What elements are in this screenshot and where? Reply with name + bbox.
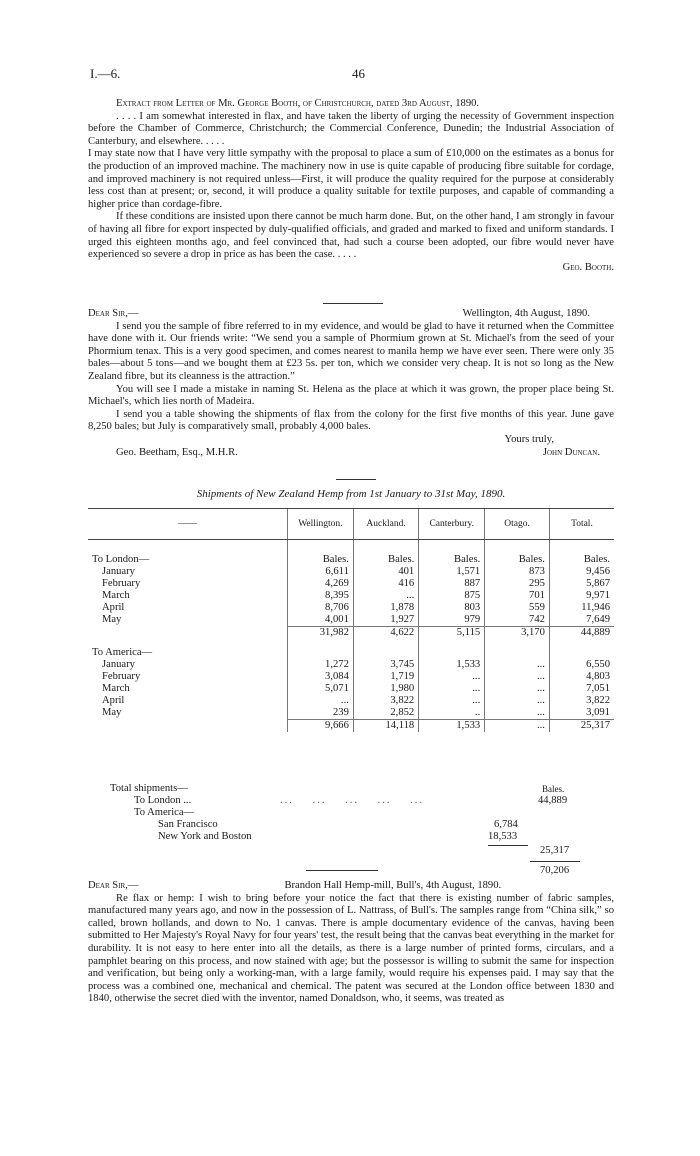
table-row: [88, 578, 614, 590]
table-header-row: [88, 509, 614, 540]
table-cell: ...: [419, 671, 485, 683]
table-cell: 6,550: [549, 659, 614, 671]
summary-section: Total shipments— Bales. To London ... ... ... ... ... ... 44,889 To America— San Francisco 6,784 New York and Boston 18,533 25,317 70,206: [110, 783, 590, 877]
summary-sf-value: 6,784: [494, 819, 518, 830]
summary-ny-value: 18,533: [488, 831, 518, 842]
summary-unit: Bales.: [542, 784, 565, 794]
table-cell: 1,571: [419, 566, 485, 578]
table-row: [88, 683, 614, 695]
row-label: April: [102, 602, 125, 613]
table-cell: 2,852: [353, 707, 418, 720]
table-cell: 1,719: [353, 671, 418, 683]
table-cell: 873: [485, 566, 550, 578]
table-header: Total.: [549, 509, 614, 540]
table-cell: ...: [353, 590, 418, 602]
america-rows: [88, 659, 614, 720]
table-header: Otago.: [485, 509, 550, 540]
table-cell: 875: [419, 590, 485, 602]
table-cell: 8,395: [287, 590, 353, 602]
table-cell: 5,071: [287, 683, 353, 695]
total-cell: 14,118: [353, 720, 418, 733]
section-label: To London—: [92, 554, 150, 565]
table-cell: 701: [485, 590, 550, 602]
london-totals-row: [88, 627, 614, 640]
letter1-paragraph-2: You will see I made a mistake in naming St. Helena as the place at which it was grown, the proper place being St. Michael's, which lies north of Madeira.: [88, 383, 614, 408]
america-totals-row: [88, 720, 614, 733]
divider: [306, 870, 378, 871]
unit-label: Bales.: [287, 540, 353, 567]
letter1-salutation: Dear Sir,—: [88, 308, 139, 319]
extract-heading: Extract from Letter of Mr. George Booth, of Christchurch, dated 3rd August, 1890.: [116, 98, 480, 109]
table-header: Canterbury.: [419, 509, 485, 540]
table-cell: ...: [485, 695, 550, 707]
letter1-paragraph-1: I send you the sample of fibre referred to in my evidence, and would be glad to have it returned when the Committee have done with it. Our friends write: “We send you a sample of Phormium grown at St. Michael's from the seed of your Phormium tenax. This is a very good specimen, and comes nearest to manila hemp we have ever seen. There were only 35 bales—about 5 tons—and we bought them at £23 5s. per ton, which we consider very cheap. It is not so long as the New Zealand fibre, but its cleanness is the attraction.”: [88, 320, 614, 382]
table-header: ——: [88, 509, 287, 540]
total-cell: 9,666: [287, 720, 353, 733]
summary-ny: New York and Boston: [158, 831, 252, 842]
extract-section: [88, 98, 614, 274]
letter1-closing: Yours truly,: [504, 433, 554, 445]
summary-to-london: To London ...: [134, 795, 192, 806]
table-cell: 3,084: [287, 671, 353, 683]
table-title: Shipments of New Zealand Hemp from 1st January to 31st May, 1890.: [196, 488, 506, 500]
total-cell: 5,115: [419, 627, 485, 640]
table-cell: 239: [287, 707, 353, 720]
table-cell: 1,927: [353, 614, 418, 627]
table-cell: ...: [485, 707, 550, 720]
table-cell: 4,803: [549, 671, 614, 683]
table-cell: 11,946: [549, 602, 614, 614]
extract-signature: Geo. Booth.: [562, 261, 614, 273]
total-cell: ...: [485, 720, 550, 733]
table-row: [88, 590, 614, 602]
divider: [336, 479, 376, 480]
page-reference: I.—6.: [90, 66, 121, 81]
table-cell: 803: [419, 602, 485, 614]
table-cell: 1,878: [353, 602, 418, 614]
unit-label: Bales.: [419, 540, 485, 567]
table-header: Wellington.: [287, 509, 353, 540]
table-cell: ...: [287, 695, 353, 707]
unit-label: Bales.: [353, 540, 418, 567]
total-cell: 4,622: [353, 627, 418, 640]
section-label: To America—: [92, 647, 153, 658]
table-cell: 295: [485, 578, 550, 590]
table-cell: 3,745: [353, 659, 418, 671]
row-label: February: [102, 578, 141, 589]
letter2-salutation: Dear Sir,—: [88, 880, 139, 891]
table-cell: 979: [419, 614, 485, 627]
table-cell: 5,867: [549, 578, 614, 590]
summary-america-value: 25,317: [540, 845, 570, 856]
table-cell: 1,533: [419, 659, 485, 671]
summary-grand-total: 70,206: [540, 865, 570, 876]
table-cell: 4,269: [287, 578, 353, 590]
total-cell: 25,317: [549, 720, 614, 733]
table-cell: 7,051: [549, 683, 614, 695]
shipments-table: [88, 508, 614, 732]
summary-to-america: To America—: [134, 807, 195, 818]
table-cell: 1,980: [353, 683, 418, 695]
table-cell: 559: [485, 602, 550, 614]
table-cell: 4,001: [287, 614, 353, 627]
table-cell: 416: [353, 578, 418, 590]
table-row: [88, 614, 614, 627]
table-cell: 887: [419, 578, 485, 590]
table-cell: ...: [485, 659, 550, 671]
table-cell: 3,822: [549, 695, 614, 707]
london-rows: [88, 566, 614, 627]
table-cell: 7,649: [549, 614, 614, 627]
extract-paragraph-2: I may state now that I have very little sympathy with the proposal to place a sum of £10,000 on the estimates as a bonus for the production of an improved machine. The machinery now in use is quite capable of producing fibre suitable for cordage, and improved machinery is not required unless—First, it will produce the quality required for the purpose at considerably less cost than at present; or, second, it will produce a quality suitable for textile purposes, and capable of commanding a higher price than cordage-fibre.: [88, 148, 614, 210]
summary-label: Total shipments—: [110, 783, 188, 794]
table-row: [88, 602, 614, 614]
row-label: February: [102, 671, 141, 682]
total-cell: 44,889: [549, 627, 614, 640]
letter1-addressee: Geo. Beetham, Esq., M.H.R.: [116, 446, 238, 458]
total-cell: 3,170: [485, 627, 550, 640]
table-row: [88, 659, 614, 671]
letter1-place-date: Wellington, 4th August, 1890.: [462, 308, 590, 319]
page-number: 46: [352, 66, 365, 81]
table-cell: ...: [485, 683, 550, 695]
row-label: March: [102, 590, 130, 601]
table-cell: 6,611: [287, 566, 353, 578]
table-cell: 9,971: [549, 590, 614, 602]
table-header: Auckland.: [353, 509, 418, 540]
row-label: March: [102, 683, 130, 694]
letter-brandon-hall: [88, 880, 614, 1006]
unit-label: Bales.: [549, 540, 614, 567]
table-cell: 3,822: [353, 695, 418, 707]
table-cell: 8,706: [287, 602, 353, 614]
table-cell: ...: [485, 671, 550, 683]
table-cell: ...: [419, 683, 485, 695]
row-label: January: [102, 659, 135, 670]
row-label: January: [102, 566, 135, 577]
letter-wellington: [88, 308, 614, 459]
table-cell: 9,456: [549, 566, 614, 578]
table-cell: ..: [419, 707, 485, 720]
table-row: [88, 707, 614, 720]
letter1-paragraph-3: I send you a table showing the shipments of flax from the colony for the first five months of this year. June gave 8,250 bales; but July is comparatively small, probably 4,000 bales.: [88, 408, 614, 433]
table-cell: 401: [353, 566, 418, 578]
letter1-signature: John Duncan.: [542, 446, 600, 458]
letter2-paragraph-1: Re flax or hemp: I wish to bring before your notice the fact that there is existing number of fabric samples, manufactured many years ago, and now in the possession of L. Nattrass, of Bull's. The samples range from “China silk,” so called, brown hollands, and down to No. 1 canvas. There is ample documentary evidence of the canvas, having been submitted to Her Majesty's Royal Navy for four years' test, the result being that the canvas beat everything in the market for durability. It is not easy to here enter into all the details, as there is a large number of printed forms, circulars, and a pamphlet bearing on this process, and now stained with age; but the possessor is willing to submit the same for inspection and verification, but being only a working-man, with a large family, would require his expenses paid. I may say that the process was a combined one, mechanical and chemical. The patent was secured at the London office between 1830 and 1840, otherwise the secret died with the inventor, named Donaldson, who, it seems, was treated as: [88, 892, 614, 1005]
table-row: [88, 695, 614, 707]
table-row: [88, 671, 614, 683]
table-cell: 742: [485, 614, 550, 627]
table-row: [88, 566, 614, 578]
row-label: May: [102, 614, 122, 626]
unit-label: Bales.: [485, 540, 550, 567]
extract-paragraph-3: If these conditions are insisted upon there cannot be much harm done. But, on the other hand, I am strongly in favour of having all fibre for export inspected by duly-qualified officials, and graded and marked to fixed and uniform standards. I urged this eighteen months ago, and feel convinced that, had such a course been adopted, our fibre would never have experienced so severe a drop in price as has been the case. . . . .: [88, 211, 614, 261]
total-cell: 31,982: [287, 627, 353, 640]
divider: [323, 303, 383, 304]
total-cell: 1,533: [419, 720, 485, 733]
letter2-place-date: Brandon Hall Hemp-mill, Bull's, 4th August, 1890.: [284, 880, 502, 891]
table-cell: 1,272: [287, 659, 353, 671]
table-cell: ...: [419, 695, 485, 707]
summary-sf: San Francisco: [158, 819, 218, 830]
row-label: May: [102, 707, 122, 719]
summary-london-value: 44,889: [538, 795, 568, 806]
table-cell: 3,091: [549, 707, 614, 720]
row-label: April: [102, 695, 125, 706]
extract-paragraph-1: . . . . I am somewhat interested in flax, and have taken the liberty of urging the necessity of Government inspection before the Chamber of Commerce, Christchurch; the Commercial Conference, Dunedin; the Industrial Association of Canterbury, and elsewhere. . . . .: [88, 110, 614, 147]
